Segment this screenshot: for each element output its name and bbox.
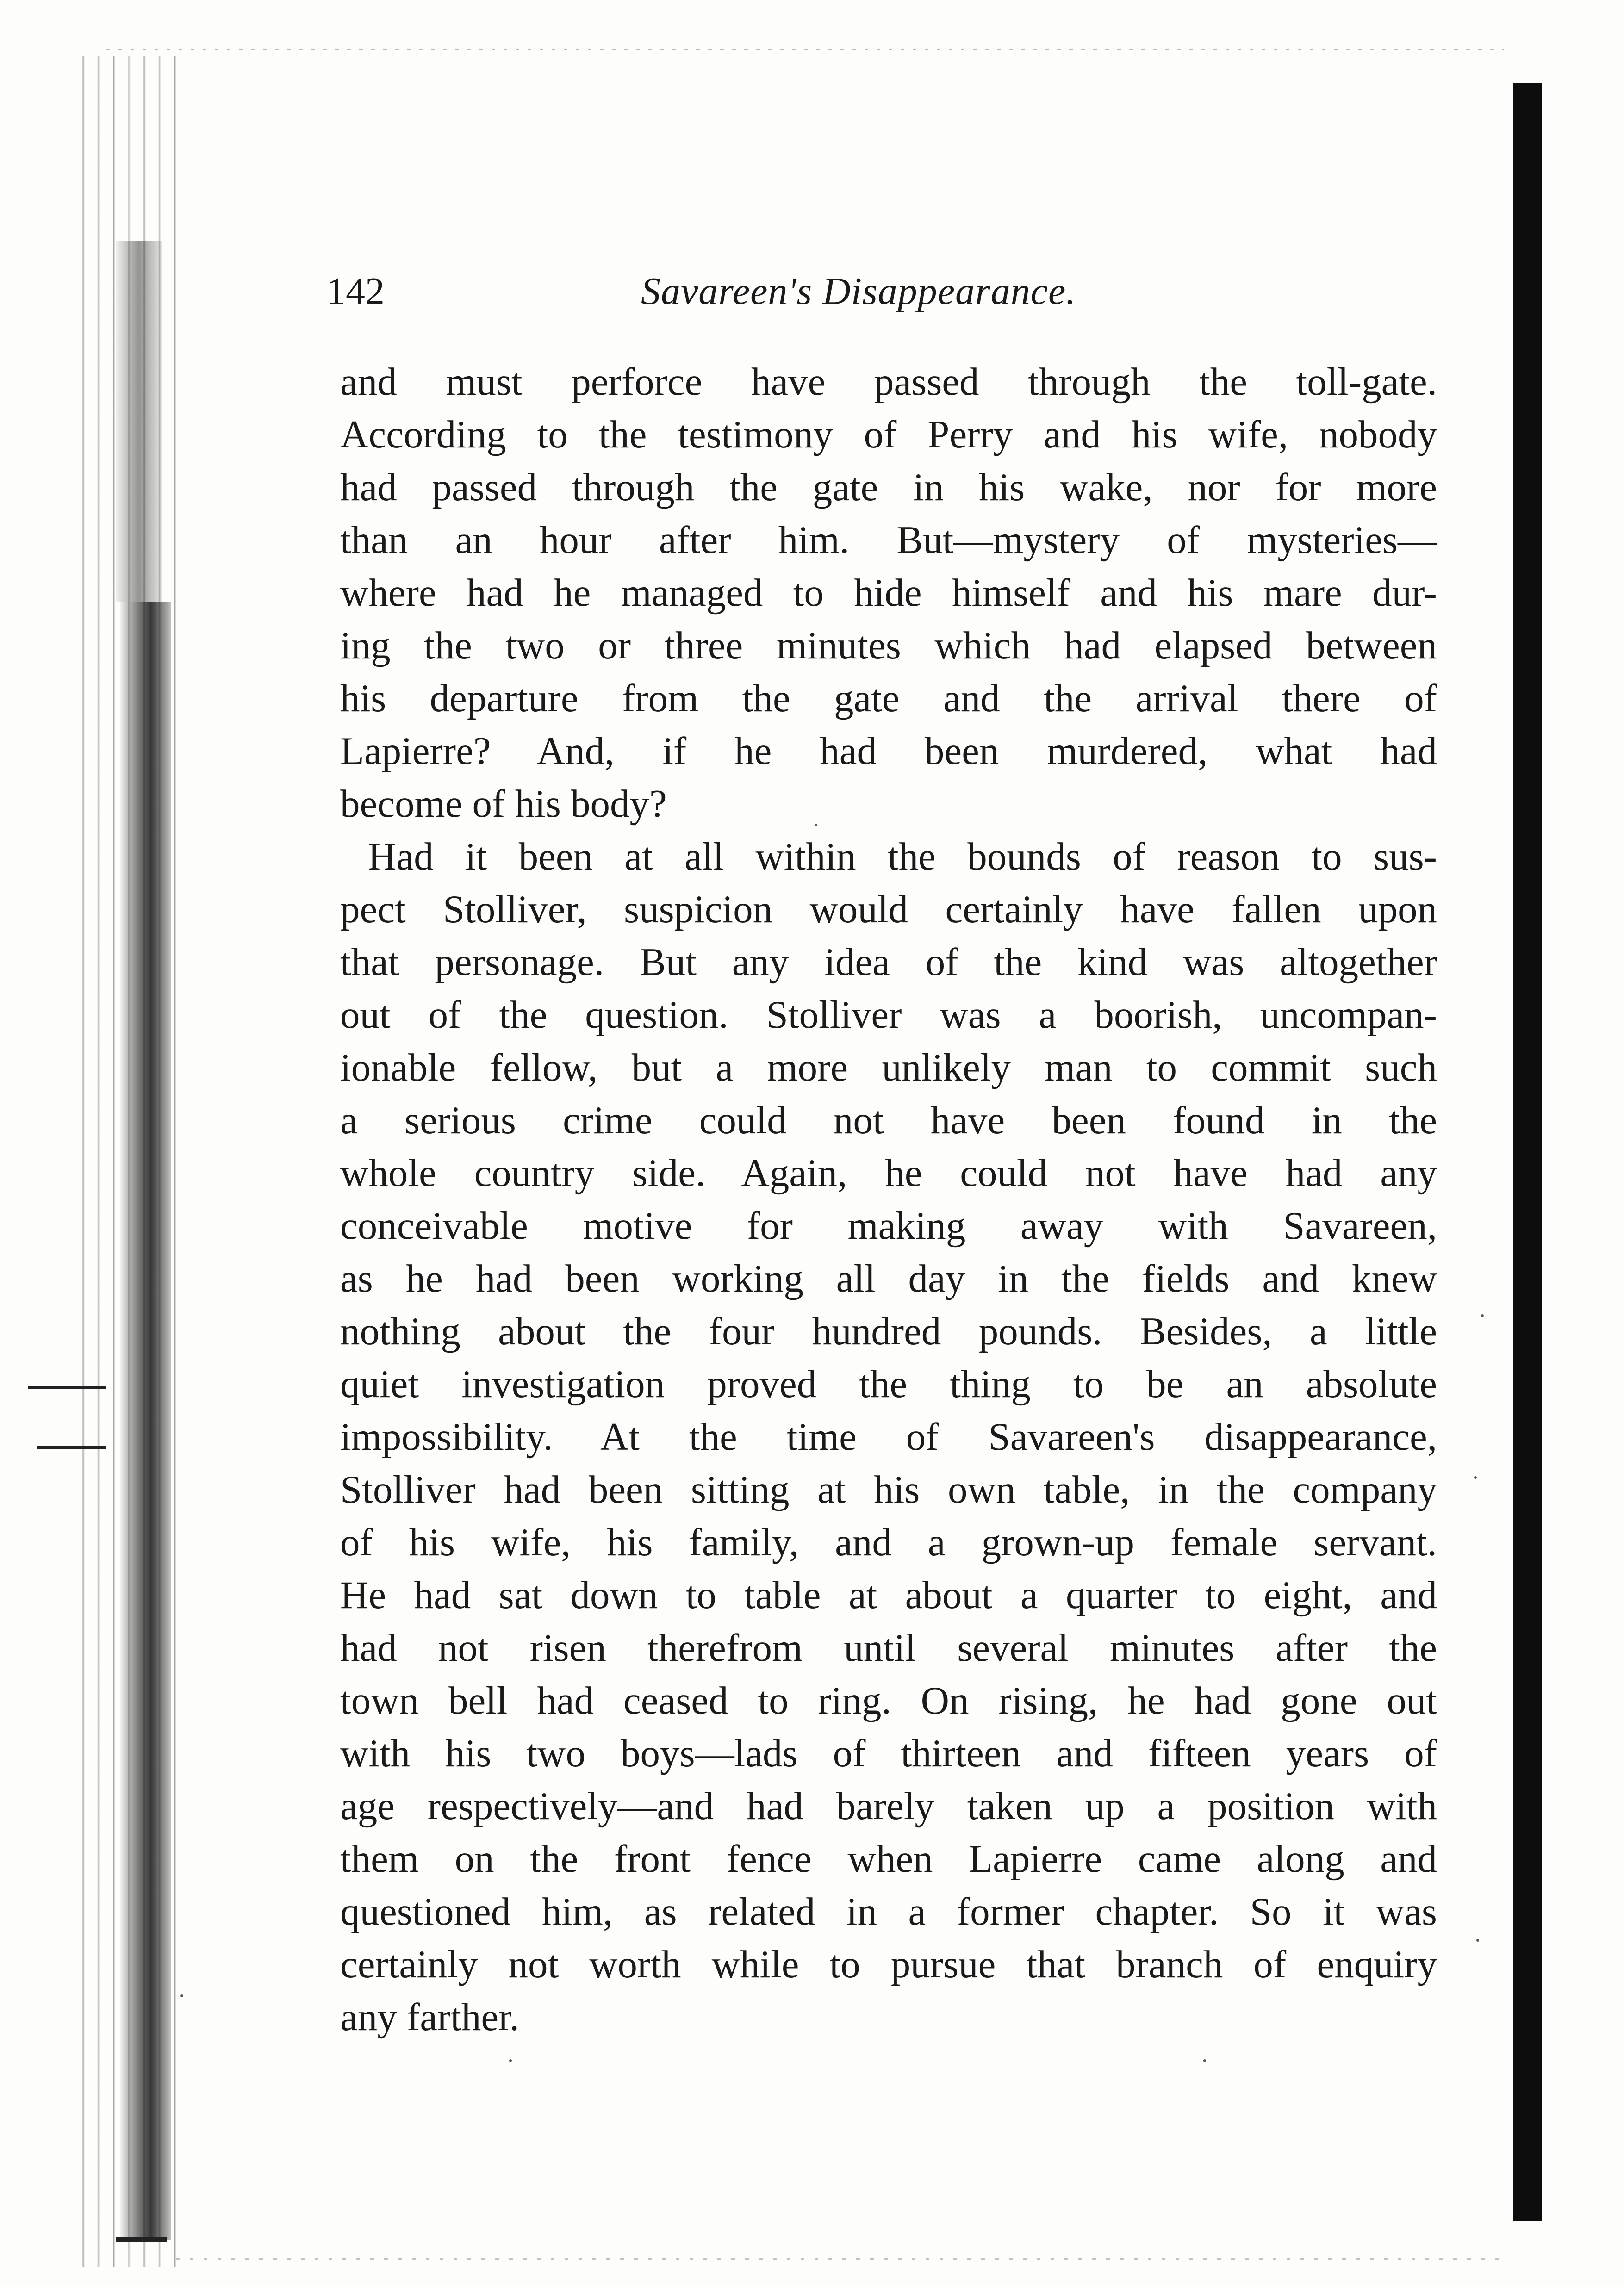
binding-shadow-upper — [116, 241, 162, 602]
text-line: quiet investigation proved the thing to be an absolute — [340, 1362, 1437, 1406]
body-text — [340, 355, 1437, 2044]
running-title: Savareen's Disappearance. — [641, 270, 1076, 313]
scan-bottom-edge — [176, 2258, 1509, 2260]
text-line: According to the testimony of Perry and his wife, nobody — [340, 413, 1437, 456]
paragraph — [340, 355, 1437, 830]
text-line: of his wife, his family, and a grown-up female servant. — [340, 1521, 1437, 1564]
running-header — [326, 264, 1451, 319]
scan-speck — [1476, 1939, 1479, 1942]
page-number: 142 — [326, 270, 385, 313]
text-line: He had sat down to table at about a quarter to eight, and — [340, 1573, 1437, 1617]
scan-top-edge — [106, 49, 1504, 50]
text-line: than an hour after him. But—mystery of mysteries— — [340, 518, 1437, 562]
scan-mark — [37, 1446, 106, 1449]
text-line: questioned him, as related in a former chapter. So it was — [340, 1890, 1437, 1933]
text-line: Lapierre? And, if he had been murdered, what had — [340, 729, 1437, 773]
text-line: pect Stolliver, suspicion would certainly have fallen upon — [340, 888, 1437, 931]
paragraph — [340, 830, 1437, 2044]
text-line: that personage. But any idea of the kind was altogether — [340, 940, 1437, 984]
text-line: Stolliver had been sitting at his own table, in the company — [340, 1468, 1437, 1511]
scan-mark — [28, 1386, 106, 1389]
scan-mark — [116, 2237, 167, 2242]
text-line: his departure from the gate and the arrival there of — [340, 677, 1437, 720]
text-line: ionable fellow, but a more unlikely man to commit such — [340, 1046, 1437, 1089]
text-line: nothing about the four hundred pounds. Besides, a little — [340, 1310, 1437, 1353]
binding-shadow-lower — [120, 602, 171, 2240]
text-line: any farther. — [340, 1995, 520, 2039]
text-line: where had he managed to hide himself and his mare dur- — [340, 571, 1437, 615]
text-line: had passed through the gate in his wake, nor for more — [340, 466, 1437, 509]
text-line: as he had been working all day in the fields and knew — [340, 1257, 1437, 1300]
text-line: out of the question. Stolliver was a boorish, uncompan- — [340, 993, 1437, 1037]
text-line: conceivable motive for making away with Savareen, — [340, 1204, 1437, 1248]
text-line: become of his body? — [340, 782, 667, 826]
scan-speck — [1203, 2059, 1206, 2062]
scan-speck — [1474, 1476, 1477, 1479]
text-line: age respectively—and had barely taken up a position with — [340, 1784, 1437, 1828]
text-line: and must perforce have passed through the toll-gate. — [340, 360, 1437, 404]
text-line: whole country side. Again, he could not have had any — [340, 1151, 1437, 1195]
text-line: Had it been at all within the bounds of reason to sus- — [368, 835, 1437, 878]
text-line: ing the two or three minutes which had elapsed between — [340, 624, 1437, 667]
text-line: impossibility. At the time of Savareen's disappearance, — [340, 1415, 1437, 1459]
text-line: with his two boys—lads of thirteen and fifteen years of — [340, 1732, 1437, 1775]
scan-speck — [1481, 1314, 1484, 1317]
text-line: a serious crime could not have been found in the — [340, 1099, 1437, 1142]
text-line: certainly not worth while to pursue that branch of enquiry — [340, 1943, 1437, 1986]
text-line: them on the front fence when Lapierre came along and — [340, 1837, 1437, 1881]
text-line: had not risen therefrom until several minutes after the — [340, 1626, 1437, 1670]
scan-right-edge — [1513, 83, 1542, 2221]
scan-speck — [180, 1994, 183, 1997]
text-line: town bell had ceased to ring. On rising, he had gone out — [340, 1679, 1437, 1722]
scan-speck — [509, 2059, 512, 2062]
